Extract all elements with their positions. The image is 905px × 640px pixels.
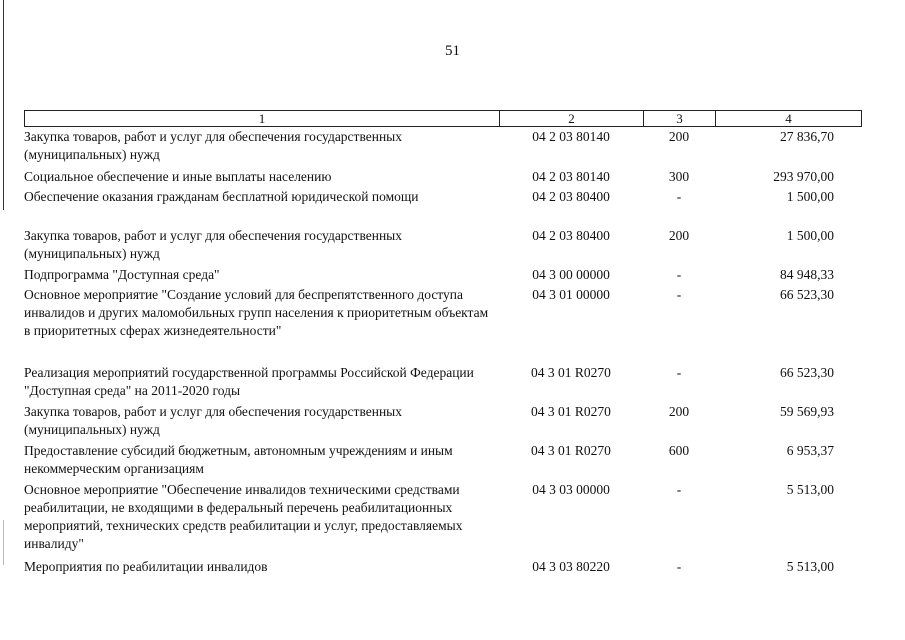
row-kind: - [676, 189, 682, 204]
row-amount: 66 523,30 [780, 365, 834, 380]
row-kind: - [676, 287, 682, 302]
row-amount: 5 513,00 [786, 559, 834, 574]
scan-edge-line-faint [3, 520, 4, 565]
row-name: Закупка товаров, работ и услуг для обеспечения государственных (муниципальных) нужд [24, 404, 403, 437]
header-col-2: 2 [500, 111, 644, 126]
row-code: 04 3 01 R0270 [531, 365, 611, 380]
row-code: 04 2 03 80140 [532, 129, 610, 144]
row-code: 04 3 03 00000 [532, 482, 610, 497]
row-name: Основное мероприятие "Создание условий для беспрепятственного доступа инвалидов и других маломобильных групп населения к приоритетным объектам в приоритетных сферах жизнедеятельности" [24, 287, 489, 338]
row-kind: - [676, 267, 682, 282]
row-name: Закупка товаров, работ и услуг для обеспечения государственных (муниципальных) нужд [24, 228, 403, 261]
row-code: 04 3 01 R0270 [531, 404, 611, 419]
header-col-1: 1 [25, 111, 500, 126]
header-col-4: 4 [785, 111, 792, 126]
row-code: 04 3 01 00000 [532, 287, 610, 302]
page-number: 51 [445, 43, 460, 59]
row-code: 04 2 03 80400 [532, 189, 610, 204]
row-name: Реализация мероприятий государственной программы Российской Федерации "Доступная среда" на 2011-2020 годы [24, 365, 474, 398]
row-kind: 200 [668, 129, 690, 144]
row-name: Основное мероприятие "Обеспечение инвалидов техническими средствами реабилитации, не входящими в федеральный перечень реабилитационных мероприятий, технических средств реабилитации и услуг, предоставляемых инвалиду" [24, 482, 463, 551]
row-amount: 27 836,70 [780, 129, 834, 144]
row-code: 04 3 01 R0270 [531, 443, 611, 458]
row-amount: 84 948,33 [780, 267, 834, 282]
row-amount: 1 500,00 [786, 189, 834, 204]
row-amount: 1 500,00 [786, 228, 834, 243]
row-amount: 6 953,37 [786, 443, 834, 458]
row-name: Мероприятия по реабилитации инвалидов [24, 559, 268, 574]
row-kind: 200 [668, 228, 690, 243]
header-col-3: 3 [644, 111, 716, 126]
row-kind: - [676, 559, 682, 574]
row-amount: 5 513,00 [786, 482, 834, 497]
row-kind: - [676, 365, 682, 380]
row-code: 04 3 00 00000 [532, 267, 610, 282]
row-name: Закупка товаров, работ и услуг для обеспечения государственных (муниципальных) нужд [24, 129, 403, 162]
table-header-row [24, 110, 862, 127]
row-amount: 293 970,00 [773, 169, 834, 184]
row-code: 04 2 03 80400 [532, 228, 610, 243]
row-name: Подпрограмма "Доступная среда" [24, 267, 220, 282]
row-kind: 300 [668, 169, 690, 184]
row-kind: 600 [668, 443, 690, 458]
row-name: Обеспечение оказания гражданам бесплатной юридической помощи [24, 189, 419, 204]
row-code: 04 2 03 80140 [532, 169, 610, 184]
row-kind: 200 [668, 404, 690, 419]
row-name: Социальное обеспечение и иные выплаты населению [24, 169, 332, 184]
row-kind: - [676, 482, 682, 497]
scan-edge-line [3, 0, 4, 210]
row-code: 04 3 03 80220 [532, 559, 610, 574]
row-amount: 59 569,93 [780, 404, 834, 419]
row-amount: 66 523,30 [780, 287, 834, 302]
row-name: Предоставление субсидий бюджетным, автономным учреждениям и иным некоммерческим организациям [24, 443, 453, 476]
